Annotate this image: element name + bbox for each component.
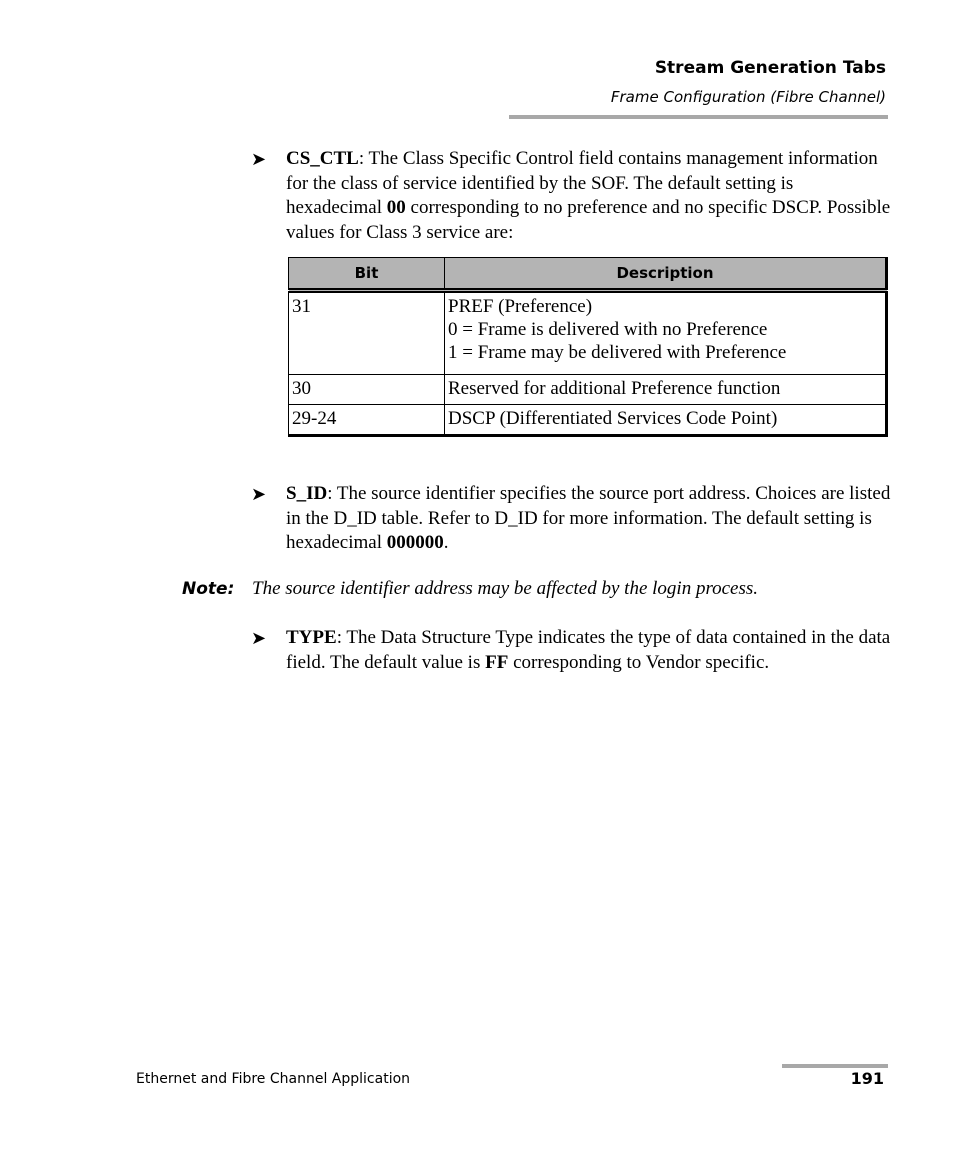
bullet-body-end: corresponding to no preference and no specific DSCP. Possible values for Class 3 service are: [286,197,891,244]
bullet-body-end: corresponding to Vendor specific. [508,651,770,673]
footer-rule [782,1064,888,1068]
class-3-values-table [288,257,888,437]
table-row [289,405,887,436]
bullet-body-end: . [443,532,449,554]
note [182,578,759,599]
bullet-body: : The Data Structure Type indicates the type of data contained in the data field. The default value is [286,627,891,673]
description-line: PREF (Preference) [448,296,593,317]
arrowhead-bullet-icon: ➤ [251,484,267,505]
bullet-term: TYPE [286,627,337,648]
bullet-value: 000000 [386,532,444,554]
running-header-title: Stream Generation Tabs [654,58,886,78]
header-rule [509,115,888,119]
arrowhead-bullet-icon: ➤ [251,628,267,649]
footer-document-title: Ethernet and Fibre Channel Application [136,1071,411,1087]
description-line: DSCP (Differentiated Services Code Point) [448,408,778,429]
bullet-term: CS_CTL [286,148,359,169]
running-header-subtitle: Frame Configuration (Fibre Channel) [610,88,886,106]
arrowhead-bullet-icon: ➤ [251,149,267,170]
description-line: 1 = Frame may be delivered with Preference [448,342,787,363]
description-cell [445,291,887,375]
bullet-body: : The source identifier specifies the source port address. Choices are listed in the D_ID table. Refer to D_ID for more information. The default setting is hexadecimal [286,483,891,554]
page-number: 191 [850,1069,884,1088]
bullet-body: : The Class Specific Control field contains management information for the class of service identified by the SOF. The default setting is hexadecimal [286,148,878,219]
column-header-bit: Bit [289,258,445,291]
bullet-value: 00 [386,197,406,219]
bit-cell: 30 [289,375,445,405]
bullet-text [286,626,891,675]
bit-cell: 29-24 [289,405,445,436]
note-label: Note: [182,579,235,599]
bullet-text [286,482,891,556]
bit-cell: 31 [289,291,445,375]
column-header-description: Description [445,258,887,291]
bullet-text [286,147,891,246]
table-row [289,375,887,405]
table-row [289,291,887,375]
description-cell [445,405,887,436]
description-line: 0 = Frame is delivered with no Preference [448,319,768,340]
bullet-value: FF [485,651,509,673]
description-cell [445,375,887,405]
description-line: Reserved for additional Preference function [448,378,781,399]
note-text: The source identifier address may be affected by the login process. [252,578,759,599]
table-header-row [289,258,887,291]
bullet-term: S_ID [286,483,328,504]
